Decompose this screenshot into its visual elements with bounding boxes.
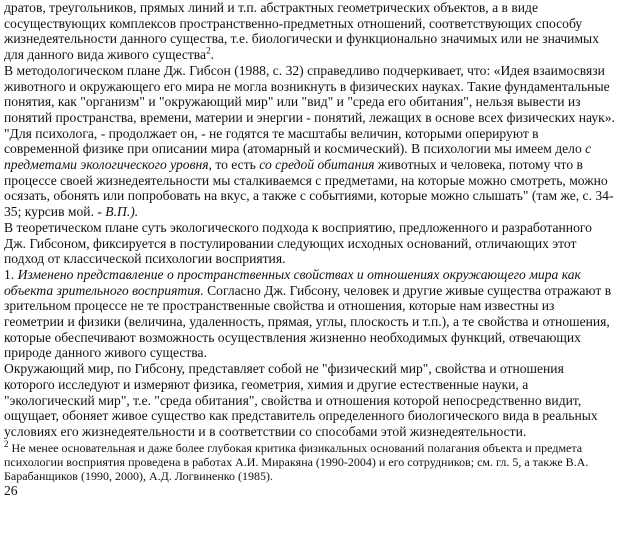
text-run: Окружающий мир, по Гибсону, представляет собой не "физический мир", свойства и отношения которого исследуют и измеряют физика, геометрия, химия и другие естественные науки, а "экологический мир", т.е. "среда обитания", свойства и отношения которой непосредственно видит, ощущает, обоняет живое существо как представитель определенного биологического вида в реальных условиях его жизнедеятельности и в соответствии со способами этой жизнедеятельности. — [4, 361, 598, 439]
text-run: . — [210, 47, 214, 63]
paragraph — [4, 267, 616, 361]
paragraph — [4, 0, 616, 63]
text-run: животных и человека, потому что в процессе своей жизнедеятельности мы сталкиваемся с предметами, на которые можно смотреть, можно осязать, обонять или попробовать на вкус, а также с событиями, которые можно слышать" (там же, с. 34-35; курсив мой. - — [4, 157, 614, 220]
italic-text: со средой обитания — [259, 157, 375, 173]
paragraph — [4, 361, 616, 440]
footnote-text: Не менее основательная и даже более глубокая критика физикальных оснований полагания объекта и предмета психологии восприятия проведена в работах А.И. Миракяна (1990-2004) и его сотрудников; см. гл. 5, а также В.А. Барабанщиков (1990, 2000), А.Д. Логвиненко (1985). — [4, 440, 589, 483]
text-run: В методологическом плане Дж. Гибсон (1988, с. 32) справедливо подчеркивает, что: «Идея взаимосвязи животного и окружающего его мира не могла возникнуть в физических науках. Такие фундаментальные понятия, как "организм" и "окружающий мир" или "вид" и "среда его обитания", нельзя вывести из понятий пространства, времени, материи и энергии - понятий, лежащих в основе всех физических наук». "Для психолога, - продолжает он, - не годятся те масштабы величин, которыми оперируют в современной физике при описании мира (атомарный и космический). В психологии мы имеем дело — [4, 62, 615, 157]
text-run: дратов, треугольников, прямых линий и т.п. абстрактных геометрических объектов, а в виде сосуществующих комплексов пространственно-предметных отношений, соответствующих способу жизнедеятельности данного существа, т.е. биологически и функционально значимых или не значимых для данного вида живого существа — [4, 0, 599, 63]
text-run: Согласно Дж. Гибсону, человек и другие живые существа отражают в зрительном процессе не те пространственные свойства и отношения, которые нам известны из геометрии и физики (величина, удаленность, прямая, углы, плоскость и т.п.), а те свойства и отношения, которые обеспечивают возможность осуществления жизненно необходимых функций, отвечающих природе данного живого существа. — [4, 282, 612, 361]
italic-text: В.П.). — [105, 204, 139, 220]
page-number: 26 — [4, 482, 18, 498]
footnote-marker: 2 — [4, 438, 9, 449]
paragraph — [4, 220, 616, 267]
text-run: 1. — [4, 266, 18, 282]
footnote-ref: 2 — [206, 45, 211, 56]
text-run: то есть — [211, 157, 260, 173]
paragraph — [4, 63, 616, 220]
footnote — [4, 438, 616, 483]
text-run: В теоретическом плане суть экологического подхода к восприятию, предложенного и разработанного Дж. Гибсоном, фиксируется в постулировании следующих исходных оснований, отличающих этот подход от классической психологии восприятия. — [4, 219, 592, 267]
body-text — [4, 0, 616, 440]
italic-text: с предметами экологического уровня, — [4, 141, 592, 173]
italic-text: Изменено представление о пространственных свойствах и отношениях окружающего мира как объекта зрительного восприятия. — [4, 266, 581, 298]
